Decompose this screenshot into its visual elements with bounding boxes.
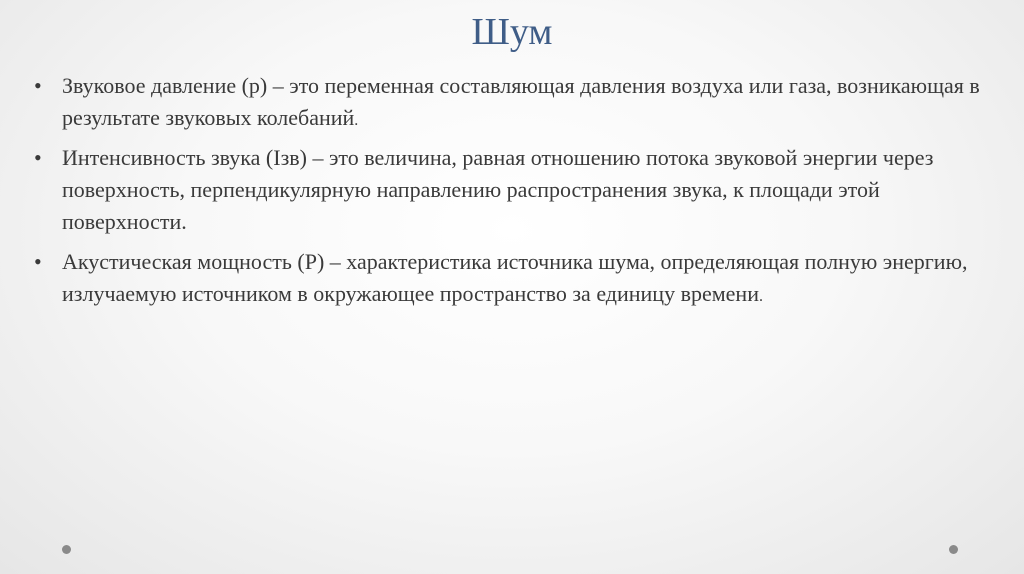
bullet-icon: • (34, 145, 42, 170)
bullet-icon: • (34, 249, 42, 274)
bullet-icon: • (34, 73, 42, 98)
corner-dot-icon (949, 545, 958, 554)
bullet-item-sound-intensity (34, 142, 984, 241)
bullet-list (34, 70, 984, 318)
bullet-text: Интенсивность звука (Iзв) – это величина, равная отношению потока звуковой энергии через поверхность, перпендикулярную направлению распространения звука, к площади этой поверхности. (62, 145, 934, 234)
bullet-item-sound-pressure (34, 70, 984, 137)
bullet-ending: . (758, 288, 763, 305)
bullet-ending: . (354, 112, 359, 129)
bullet-item-acoustic-power (34, 246, 984, 313)
corner-dot-icon (62, 545, 71, 554)
bullet-text: Акустическая мощность (Р) – характеристика источника шума, определяющая полную энергию, излучаемую источником в окружающее пространство за единицу времени (62, 249, 968, 306)
bullet-text: Звуковое давление (р) – это переменная составляющая давления воздуха или газа, возникающая в результате звуковых колебаний (62, 73, 980, 130)
slide-title: Шум (471, 11, 553, 53)
